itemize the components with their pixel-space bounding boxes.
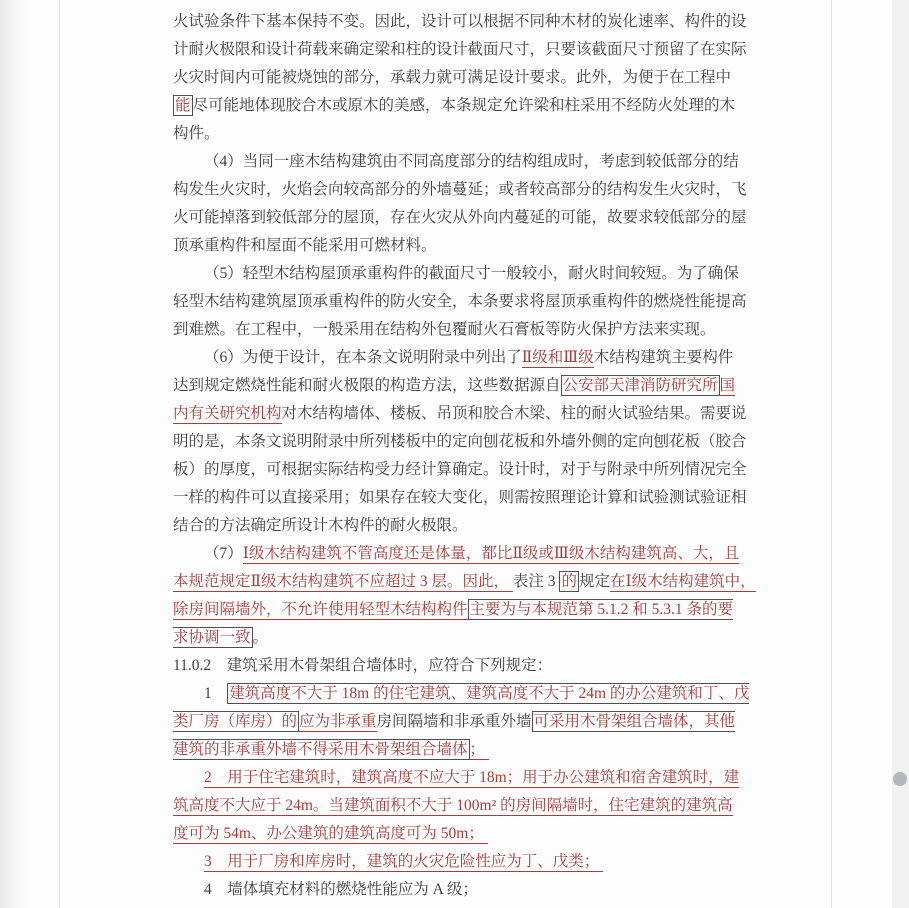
text-line: [173, 148, 763, 176]
text-line: [173, 36, 763, 64]
text-run: 11.0.2 建筑采用木骨架组合墙体时，应符合下列规定：: [173, 657, 553, 674]
deleted-text: 可采用木骨架组合墙体，其他: [533, 713, 736, 730]
deleted-text: 类厂房（库房）的: [173, 713, 298, 730]
text-line: [173, 540, 763, 568]
text-run: 板）的厚度，可根据实际结构受力经计算确定。设计时，对于与附录中所列情况完全: [173, 461, 747, 478]
document-text: [173, 8, 763, 904]
text-run: （6）为便于设计，在本条文说明附录中列出了: [204, 349, 522, 366]
inserted-text: Ⅰ级木结构建筑不管高度还是体量，都比Ⅱ级或Ⅲ级木结构建筑高、大，且: [242, 545, 740, 562]
text-line: [173, 456, 763, 484]
text-run: 构发生火灾时，火焰会向较高部分的外墙蔓延；或者较高部分的结构发生火灾时，飞: [173, 181, 747, 198]
text-run: 火可能掉落到较低部分的屋顶，存在火灾从外向内蔓延的可能，故要求较低部分的屋: [173, 209, 747, 226]
inserted-text: 内有关研究机构: [173, 405, 282, 422]
text-line: [173, 372, 763, 400]
text-line: [173, 316, 763, 344]
text-line: [173, 204, 763, 232]
text-run: 规定: [578, 573, 610, 590]
scrollbar-track[interactable]: [892, 0, 909, 908]
text-line: [173, 820, 763, 848]
text-run: （5）轻型木结构屋顶承重构件的截面尺寸一般较小，耐火时间较短。为了确保: [204, 265, 739, 282]
deleted-text: 建筑高度不大于 18m 的住宅建筑、建筑高度不大于 24m 的办公建筑和丁、戊: [229, 685, 750, 702]
text-line: [173, 736, 763, 764]
deleted-text: 能: [175, 97, 191, 114]
text-line: [173, 764, 763, 792]
deleted-text: 的: [561, 573, 577, 590]
inserted-text: Ⅱ级和Ⅲ级: [521, 349, 594, 366]
inserted-text: 2 用于住宅建筑时，建筑高度不应大于 18m；用于办公建筑和宿舍建筑时，建: [204, 769, 740, 786]
text-line: [173, 400, 763, 428]
deleted-text: 主要为与本规范第 5.1.2 和 5.3.1 条的要: [469, 601, 734, 618]
text-line: [173, 64, 763, 92]
inserted-text: 3 用于厂房和库房时，建筑的火灾危险性应为丁、戊类；: [204, 853, 604, 870]
text-line: [173, 708, 763, 736]
text-run: 1: [204, 685, 228, 702]
text-line: [173, 680, 763, 708]
inserted-text: 筑高度不大应于 24m。当建筑面积不大于 100m² 的房间隔墙时，住宅建筑的建筑高: [173, 797, 733, 814]
text-run: 轻型木结构建筑屋顶承重构件的防火安全，本条要求将屋顶承重构件的燃烧性能提高: [173, 293, 747, 310]
text-line: [173, 568, 763, 596]
text-run: 结合的方法确定所设计木构件的耐火极限。: [173, 517, 468, 534]
text-line: [173, 624, 763, 652]
text-run: （4）当同一座木结构建筑由不同高度部分的结构组成时，考虑到较低部分的结: [204, 153, 739, 170]
text-run: 到难燃。在工程中，一般采用在结构外包覆耐火石膏板等防火保护方法来实现。: [173, 321, 716, 338]
inserted-text: 本规范规定Ⅱ级木结构建筑不应超过 3 层。因此，: [173, 573, 513, 590]
text-run: 房间隔墙和非承重外墙: [376, 713, 532, 730]
inserted-text: 应为非承重: [299, 713, 377, 730]
scrollbar-thumb[interactable]: [893, 772, 907, 786]
text-line: [173, 512, 763, 540]
text-line: [173, 344, 763, 372]
text-line: [173, 652, 763, 680]
text-line: [173, 92, 763, 120]
text-run: 明的是，本条文说明附录中所列楼板中的定向刨花板和外墙外侧的定向刨花板（胶合: [173, 433, 747, 450]
text-run: 表注 3: [512, 573, 560, 590]
text-line: [173, 848, 763, 876]
text-run: 4 墙体填充材料的燃烧性能应为 A 级；: [204, 881, 478, 898]
left-edge-shadow: [0, 0, 30, 908]
inserted-text: ；: [469, 741, 489, 758]
text-run: 木结构建筑主要构件: [593, 349, 734, 366]
text-run: 对木结构墙体、楼板、吊顶和胶合木梁、柱的耐火试验结果。需要说: [281, 405, 747, 422]
text-run: 尽可能地体现胶合木或原木的美感，本条规定允许梁和柱采用不经防火处理的木: [192, 97, 736, 114]
inserted-text: 除房间隔墙外，不允许使用轻型木结构构件: [173, 601, 468, 618]
text-run: 火灾时间内可能被烧蚀的部分，承载力就可满足设计要求。此外，为便于在工程中: [173, 69, 732, 86]
text-run: 达到规定燃烧性能和耐火极限的构造方法，这些数据源自: [173, 377, 561, 394]
inserted-text: 在Ⅰ级木结构建筑中，: [609, 573, 756, 590]
text-line: [173, 792, 763, 820]
text-run: 火试验条件下基本保持不变。因此，设计可以根据不同种木材的炭化速率、构件的设: [173, 13, 747, 30]
text-line: [173, 428, 763, 456]
text-line: [173, 232, 763, 260]
text-line: [173, 288, 763, 316]
deleted-text: 建筑的非承重外墙不得采用木骨架组合墙体: [173, 741, 468, 758]
deleted-text: 求协调一致: [173, 629, 251, 646]
text-run: 计耐火极限和设计荷载来确定梁和柱的设计截面尺寸，只要该截面尺寸预留了在实际: [173, 41, 747, 58]
text-run: 。: [252, 629, 269, 646]
text-run: （7）: [204, 545, 243, 562]
text-run: 顶承重构件和屋面不能采用可燃材料。: [173, 237, 437, 254]
text-run: 一样的构件可以直接采用；如果存在较大变化，则需按照理论计算和试验测试验证相: [173, 489, 747, 506]
text-line: [173, 484, 763, 512]
inserted-text: 度可为 54m、办公建筑的建筑高度可为 50m；: [173, 825, 488, 842]
text-line: [173, 176, 763, 204]
deleted-text: 公安部天津消防研究所: [562, 377, 718, 394]
text-line: [173, 876, 763, 904]
text-line: [173, 120, 763, 148]
text-line: [173, 260, 763, 288]
page-right-edge: [831, 0, 832, 908]
inserted-text: 国: [719, 377, 736, 394]
text-line: [173, 596, 763, 624]
page-left-edge: [59, 0, 60, 908]
text-run: 构件。: [173, 125, 220, 142]
text-line: [173, 8, 763, 36]
